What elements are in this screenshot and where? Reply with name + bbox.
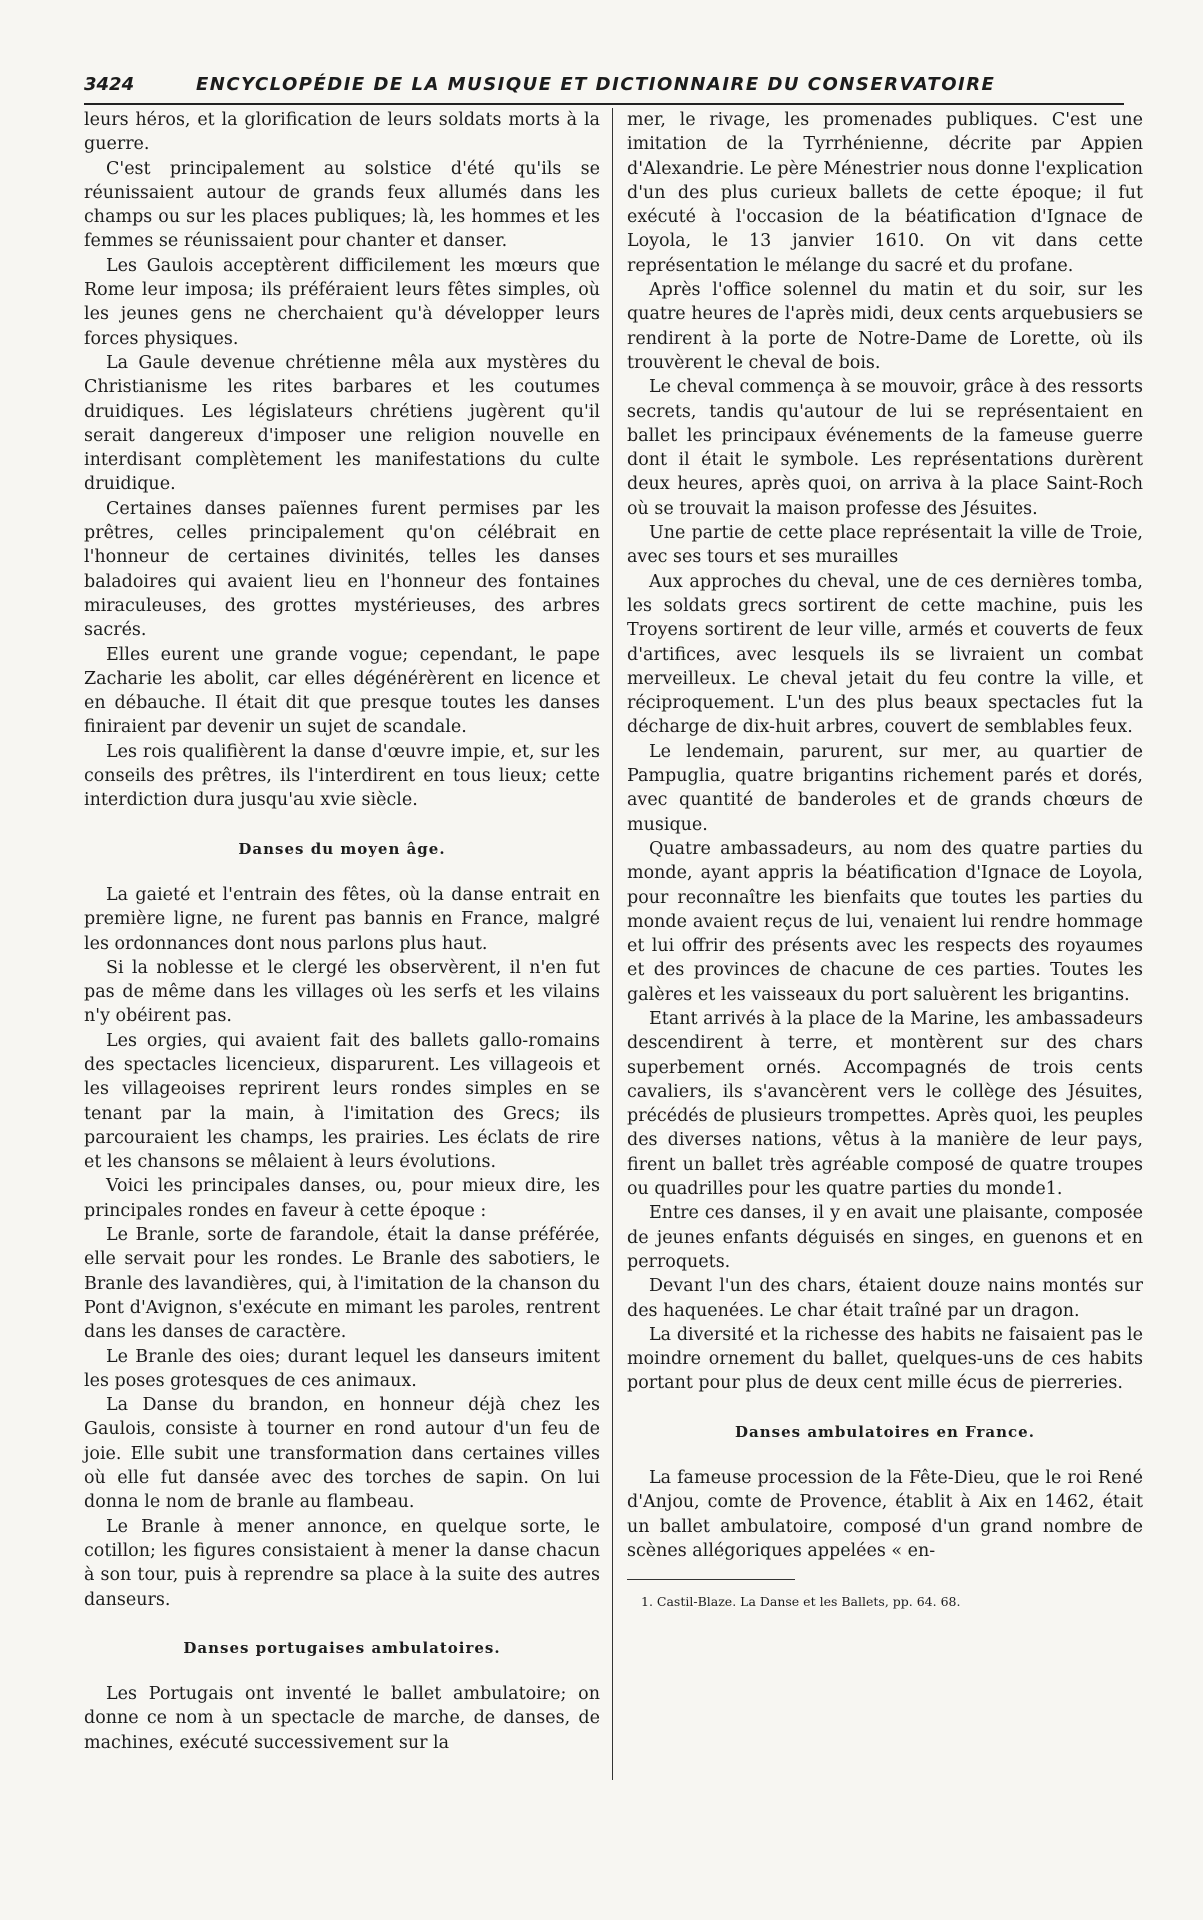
header-rule	[84, 103, 1124, 105]
footnote-rule	[627, 1579, 795, 1580]
paragraph: La fameuse procession de la Fête-Dieu, que le roi René d'Anjou, comte de Provence, établit à Aix en 1462, était un ballet ambulatoire, composé d'un grand nombre de scènes allégoriques appelées « en-	[627, 1468, 1143, 1561]
page-number: 3424	[84, 74, 135, 95]
paragraph: Les orgies, qui avaient fait des ballets gallo-romains des spectacles licencieux, disparurent. Les villageois et les villageoises reprirent leurs rondes simples en se tenant par la main, à l'imitation des Grecs; ils parcouraient les champs, les prairies. Les éclats de rire et les chansons se mêlaient à leurs évolutions.	[84, 1030, 600, 1173]
paragraph: Certaines danses païennes furent permises par les prêtres, celles principalement qu'on célébrait en l'honneur de certaines divinités, telles les danses baladoires qui avaient lieu en l'honneur des fontaines miraculeuses, des grottes mystérieuses, des arbres sacrés.	[84, 498, 600, 641]
paragraph: Elles eurent une grande vogue; cependant, le pape Zacharie les abolit, car elles dégénérèrent en licence et en débauche. Il était dit que presque toutes les danses finiraient par devenir un sujet de scandale.	[84, 644, 600, 738]
paragraph: Aux approches du cheval, une de ces dernières tomba, les soldats grecs sortirent de cette machine, puis les Troyens sortirent de leur ville, armés et couverts de feux d'artifices, avec lesquels ils se livraient un combat merveilleux. Le cheval jetait du feu contre la ville, et réciproquement. L'un des plus beaux spectacles fut la décharge de dix-huit arbres, couvert de semblables feux.	[627, 571, 1143, 738]
column-divider	[612, 108, 613, 1780]
paragraph: Si la noblesse et le clergé les observèrent, il n'en fut pas de même dans les villages où les serfs et les vilains n'y obéirent pas.	[84, 957, 600, 1027]
paragraph: Les Portugais ont inventé le ballet ambulatoire; on donne ce nom à un spectacle de marche, de danses, de machines, exécuté successivement sur la	[84, 1684, 600, 1753]
running-title: ENCYCLOPÉDIE DE LA MUSIQUE ET DICTIONNAIRE DU CONSERVATOIRE	[196, 74, 996, 95]
paragraph: Etant arrivés à la place de la Marine, les ambassadeurs descendirent à terre, et montèrent sur des chars superbement ornés. Accompagnés de trois cents cavaliers, ils s'avancèrent vers le collège des Jésuites, précédés de plusieurs trompettes. Après quoi, les peuples des diverses nations, vêtus à la manière de leur pays, firent un ballet très agréable composé de quatre troupes ou quadrilles pour les quatre parties du monde1.	[627, 1008, 1143, 1200]
paragraph: leurs héros, et la glorification de leurs soldats morts à la guerre.	[84, 110, 600, 155]
paragraph: Quatre ambassadeurs, au nom des quatre parties du monde, ayant appris la béatification d'Ignace de Loyola, pour reconnaître les bienfaits que toutes les parties du monde avaient reçus de lui, venaient lui rendre hommage et lui offrir des présents avec les respects des royaumes et des provinces de chacune de ces parties. Toutes les galères et les vaisseaux du port saluèrent les brigantins.	[627, 838, 1143, 1005]
paragraph: Le Branle à mener annonce, en quelque sorte, le cotillon; les figures consistaient à mener la danse chacun à son tour, puis à reprendre sa place à la suite des autres danseurs.	[84, 1516, 600, 1610]
paragraph: La gaieté et l'entrain des fêtes, où la danse entrait en première ligne, ne furent pas bannis en France, malgré les ordonnances dont nous parlons plus haut.	[84, 884, 600, 954]
paragraph: Entre ces danses, il y en avait une plaisante, composée de jeunes enfants déguisés en singes, en guenons et en perroquets.	[627, 1203, 1143, 1272]
paragraph: C'est principalement au solstice d'été qu'ils se réunissaient autour de grands feux allumés dans les champs ou sur les places publiques; là, les hommes et les femmes se réunissaient pour chanter et danser.	[84, 158, 600, 252]
paragraph: Les Gaulois acceptèrent difficilement les mœurs que Rome leur imposa; ils préféraient leurs fêtes simples, où les jeunes gens ne cherchaient qu'à développer leurs forces physiques.	[84, 255, 600, 349]
section-heading-france: Danses ambulatoires en France.	[735, 1422, 1035, 1441]
section-heading-portugaises: Danses portugaises ambulatoires.	[183, 1638, 501, 1657]
paragraph: La Danse du brandon, en honneur déjà chez les Gaulois, consiste à tourner en rond autour d'un feu de joie. Elle subit une transformation dans certaines villes où elle fut dansée avec des torches de sapin. On lui donna le nom de branle au flambeau.	[84, 1395, 600, 1513]
right-column	[627, 108, 1143, 1610]
paragraph: Une partie de cette place représentait la ville de Troie, avec ses tours et ses murailles	[627, 523, 1143, 568]
paragraph: La diversité et la richesse des habits ne faisaient pas le moindre ornement du ballet, quelques-uns de ces habits portant pour plus de deux cent mille écus de pierreries.	[627, 1324, 1143, 1394]
paragraph: mer, le rivage, les promenades publiques. C'est une imitation de la Tyrrhénienne, décrite par Appien d'Alexandrie. Le père Ménestrier nous donne l'explication d'un des plus curieux ballets de cette époque; il fut exécuté à l'occasion de la béatification d'Ignace de Loyola, le 13 janvier 1610. On vit dans cette représentation le mélange du sacré et du profane.	[627, 110, 1143, 276]
paragraph: Le Branle des oies; durant lequel les danseurs imitent les poses grotesques de ces animaux.	[84, 1346, 600, 1391]
paragraph: Le cheval commença à se mouvoir, grâce à des ressorts secrets, tandis qu'autour de lui se représentaient en ballet les principaux événements de la fameuse guerre dont il était le symbole. Les représentations durèrent deux heures, après quoi, on arriva à la place Saint-Roch où se trouvait la maison professe des Jésuites.	[627, 377, 1143, 519]
paragraph: Le Branle, sorte de farandole, était la danse préférée, elle servait pour les rondes. Le Branle des sabotiers, le Branle des lavandières, qui, à l'imitation de la chanson du Pont d'Avignon, s'exécute en mimant les paroles, rentrent dans les danses de caractère.	[84, 1225, 600, 1343]
paragraph: Après l'office solennel du matin et du soir, sur les quatre heures de l'après midi, deux cents arquebusiers se rendirent à la porte de Notre-Dame de Lorette, où ils trouvèrent le cheval de bois.	[627, 280, 1143, 373]
section-heading-moyen-age: Danses du moyen âge.	[238, 839, 446, 858]
paragraph: Devant l'un des chars, étaient douze nains montés sur des haquenées. Le char était traîné par un dragon.	[627, 1276, 1143, 1321]
paragraph: Voici les principales danses, ou, pour mieux dire, les principales rondes en faveur à cette époque :	[84, 1176, 600, 1221]
paragraph: Le lendemain, parurent, sur mer, au quartier de Pampuglia, quatre brigantins richement parés et dorés, avec quantité de banderoles et de grands chœurs de musique.	[627, 741, 1143, 835]
paragraph: La Gaule devenue chrétienne mêla aux mystères du Christianisme les rites barbares et les coutumes druidiques. Les législateurs chrétiens jugèrent qu'il serait dangereux d'imposer une religion nouvelle en interdisant complètement les manifestations du culte druidique.	[84, 352, 600, 495]
paragraph: Les rois qualifièrent la danse d'œuvre impie, et, sur les conseils des prêtres, ils l'interdirent en tous lieux; cette interdiction dura jusqu'au xvie siècle.	[84, 741, 600, 811]
left-column	[84, 108, 600, 1755]
footnote: 1. Castil-Blaze. La Danse et les Ballets, pp. 64. 68.	[641, 1594, 961, 1610]
